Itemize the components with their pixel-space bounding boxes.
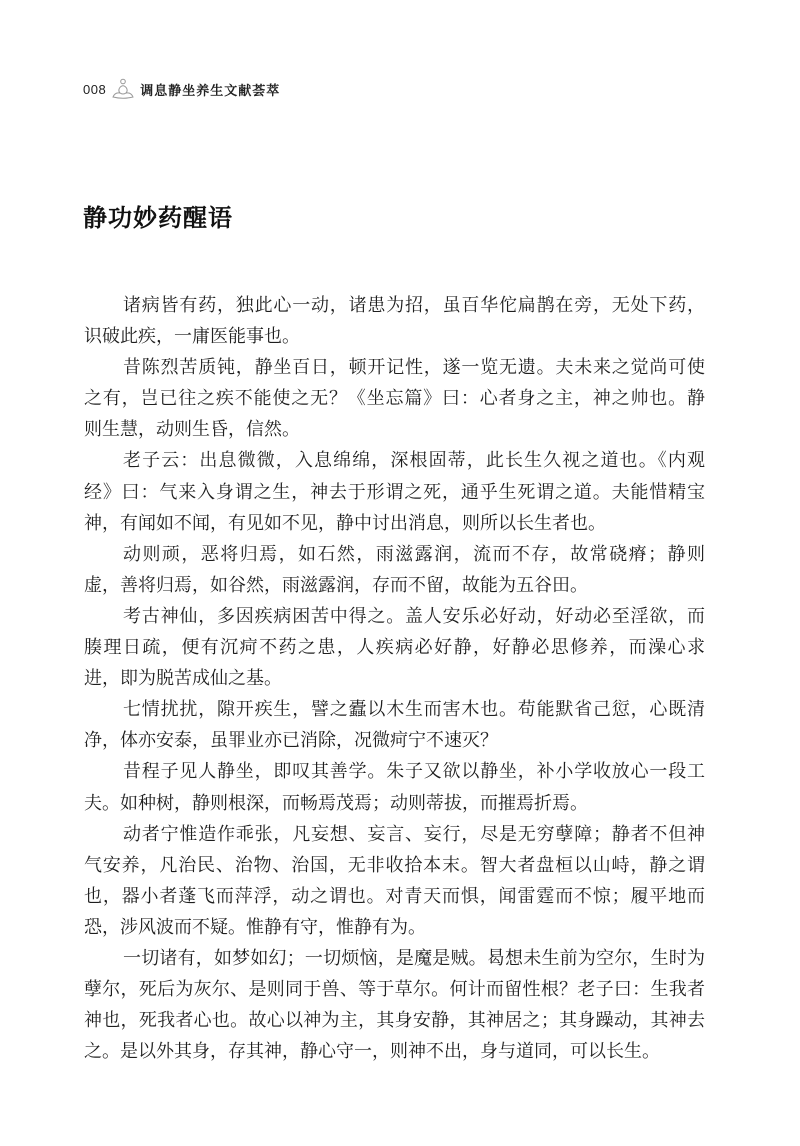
paragraph-line: 神，有闻如不闻，有见如不见，静中讨出消息，则所以长生者也。 [84,512,606,534]
paragraph-line: 恐，涉风波而不疑。惟静有守，惟静有为。 [84,916,426,938]
book-title: 调息静坐养生文献荟萃 [140,82,281,98]
paragraph-line: 一切诸有，如梦如幻；一切烦恼，是魔是贼。曷想未生前为空尔，生时为 [123,947,705,969]
page-number: 008 [83,81,107,97]
meditating-figure-icon [111,78,135,100]
paragraph-line: 经》曰：气来入身谓之生，神去于形谓之死，通乎生死谓之道。夫能惜精宝 [84,481,705,503]
paragraph-line: 神也，死我者心也。故心以神为主，其身安静，其神居之；其身躁动，其神去 [84,1010,705,1032]
section-title: 静功妙药醒语 [83,203,233,232]
paragraph-line: 昔陈烈苦质钝，静坐百日，顿开记性，遂一览无遗。夫未来之觉尚可使 [123,357,705,379]
paragraph-line: 腠理日疏，便有沉疴不药之患，人疾病必好静，好静必思修养，而澡心求 [84,637,705,659]
paragraph-line: 动则顽，恶将归焉，如石然，雨滋露润，流而不存，故常硗瘠；静则 [123,543,705,565]
paragraph-line: 识破此疾，一庸医能事也。 [84,326,300,348]
paragraph-line: 诸病皆有药，独此心一动，诸患为招，虽百华佗扁鹊在旁，无处下药， [123,295,705,316]
paragraph-line: 动者宁惟造作乖张，凡妄想、妄言、妄行，尽是无穷孽障；静者不但神 [123,823,705,845]
paragraph-line: 之有，岂已往之疾不能使之无？《坐忘篇》曰：心者身之主，神之帅也。静 [84,388,705,410]
paragraph-line: 考古神仙，多因疾病困苦中得之。盖人安乐必好动，好动必至淫欲，而 [123,605,705,627]
paragraph-line: 之。是以外其身，存其神，静心守一，则神不出，身与道同，可以长生。 [84,1041,660,1063]
paragraph-line: 净，体亦安泰，虽罪业亦已消除，况微疴宁不速灭？ [84,730,498,752]
paragraph-line: 七情扰扰，隙开疾生，譬之蠹以木生而害木也。苟能默省己愆，心既清 [123,699,705,721]
paragraph-line: 孽尔，死后为灰尔、是则同于兽、等于草尔。何计而留性根？老子曰：生我者 [84,979,705,1001]
paragraph-line: 气安养，凡治民、治物、治国，无非收拾本末。智大者盘桓以山峙，静之谓 [84,854,705,876]
running-header [83,78,280,100]
paragraph-line: 老子云：出息微微，入息绵绵，深根固蒂，此长生久视之道也。《内观 [123,450,705,472]
paragraph-line: 也，器小者蓬飞而萍浮，动之谓也。对青天而惧，闻雷霆而不惊；履平地而 [84,885,705,907]
paragraph-line: 则生慧，动则生昏，信然。 [84,419,300,441]
paragraph-line: 进，即为脱苦成仙之基。 [84,668,282,690]
paragraph-line: 夫。如种树，静则根深，而畅焉茂焉；动则蒂拔，而摧焉折焉。 [84,792,588,814]
paragraph-line: 虚，善将归焉，如谷然，雨滋露润，存而不留，故能为五谷田。 [84,574,588,596]
paragraph-line: 昔程子见人静坐，即叹其善学。朱子又欲以静坐，补小学收放心一段工 [123,761,705,783]
body-text [84,290,705,1067]
